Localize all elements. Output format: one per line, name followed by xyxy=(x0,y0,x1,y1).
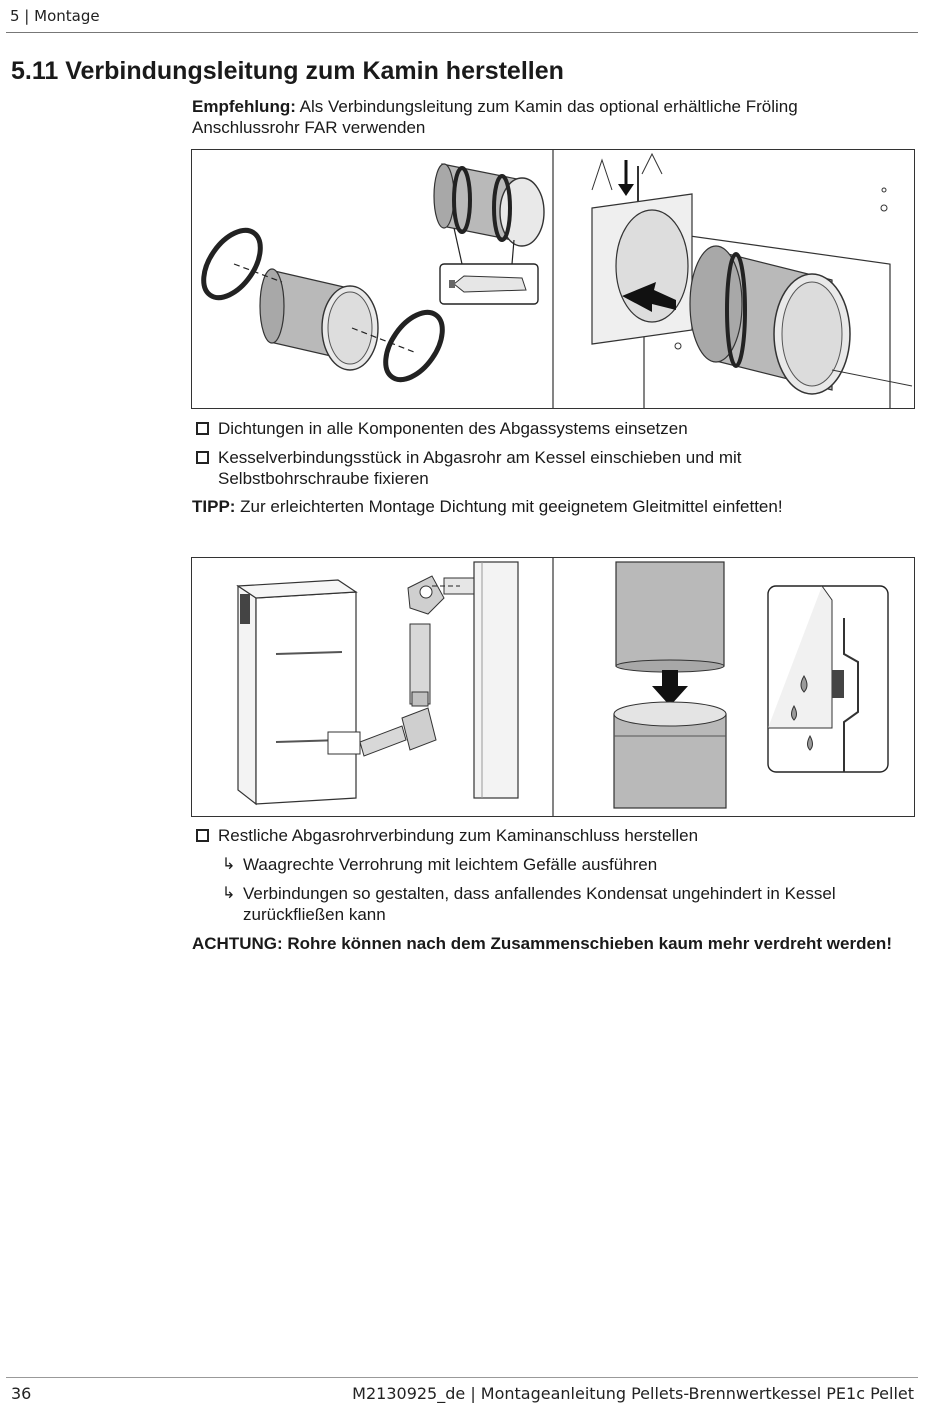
running-header: 5 | Montage xyxy=(10,7,100,25)
gasket-assembly-illustration xyxy=(192,150,914,408)
page-number: 36 xyxy=(11,1384,32,1403)
checkbox-icon xyxy=(196,829,209,842)
step-gaskets-text: Dichtungen in alle Komponenten des Abgassystems einsetzen xyxy=(218,419,688,438)
checkbox-icon xyxy=(196,422,209,435)
footer-rule xyxy=(6,1377,918,1378)
step-connector xyxy=(196,447,896,489)
section-title: 5.11 Verbindungsleitung zum Kamin herstellen xyxy=(11,57,564,85)
tip-paragraph xyxy=(192,496,892,517)
figure-gasket-assembly xyxy=(191,149,915,409)
recommendation-text: Als Verbindungsleitung zum Kamin das optional erhältliche Fröling Anschlussrohr FAR verwenden xyxy=(192,97,798,137)
checkbox-icon xyxy=(196,451,209,464)
step-remaining-connection-text: Restliche Abgasrohrverbindung zum Kaminanschluss herstellen xyxy=(218,826,699,845)
warning-paragraph: ACHTUNG: Rohre können nach dem Zusammenschieben kaum mehr verdreht werden! xyxy=(192,934,892,953)
chimney-connection-illustration xyxy=(192,558,914,816)
figure-chimney-connection xyxy=(191,557,915,817)
result-condensate-text: Verbindungen so gestalten, dass anfallendes Kondensat ungehindert in Kessel zurückfließen kann xyxy=(243,884,836,924)
header-rule xyxy=(6,32,918,33)
tip-text: Zur erleichterten Montage Dichtung mit geeignetem Gleitmittel einfetten! xyxy=(235,497,783,516)
document-reference: M2130925_de | Montageanleitung Pellets-Brennwertkessel PE1c Pellet xyxy=(352,1384,914,1403)
recommendation-paragraph xyxy=(192,96,892,138)
step-gaskets xyxy=(196,418,896,439)
step-connector-text: Kesselverbindungsstück in Abgasrohr am Kessel einschieben und mit Selbstbohrschraube fixieren xyxy=(218,448,742,488)
tip-label: TIPP: xyxy=(192,497,236,516)
result-condensate xyxy=(222,883,892,925)
result-slope-text: Waagrechte Verrohrung mit leichtem Gefälle ausführen xyxy=(243,855,658,874)
recommendation-label: Empfehlung: xyxy=(192,97,296,116)
result-arrow-icon: ↳ xyxy=(222,856,236,873)
result-slope xyxy=(222,854,892,875)
step-remaining-connection xyxy=(196,825,896,846)
result-arrow-icon: ↳ xyxy=(222,885,236,902)
